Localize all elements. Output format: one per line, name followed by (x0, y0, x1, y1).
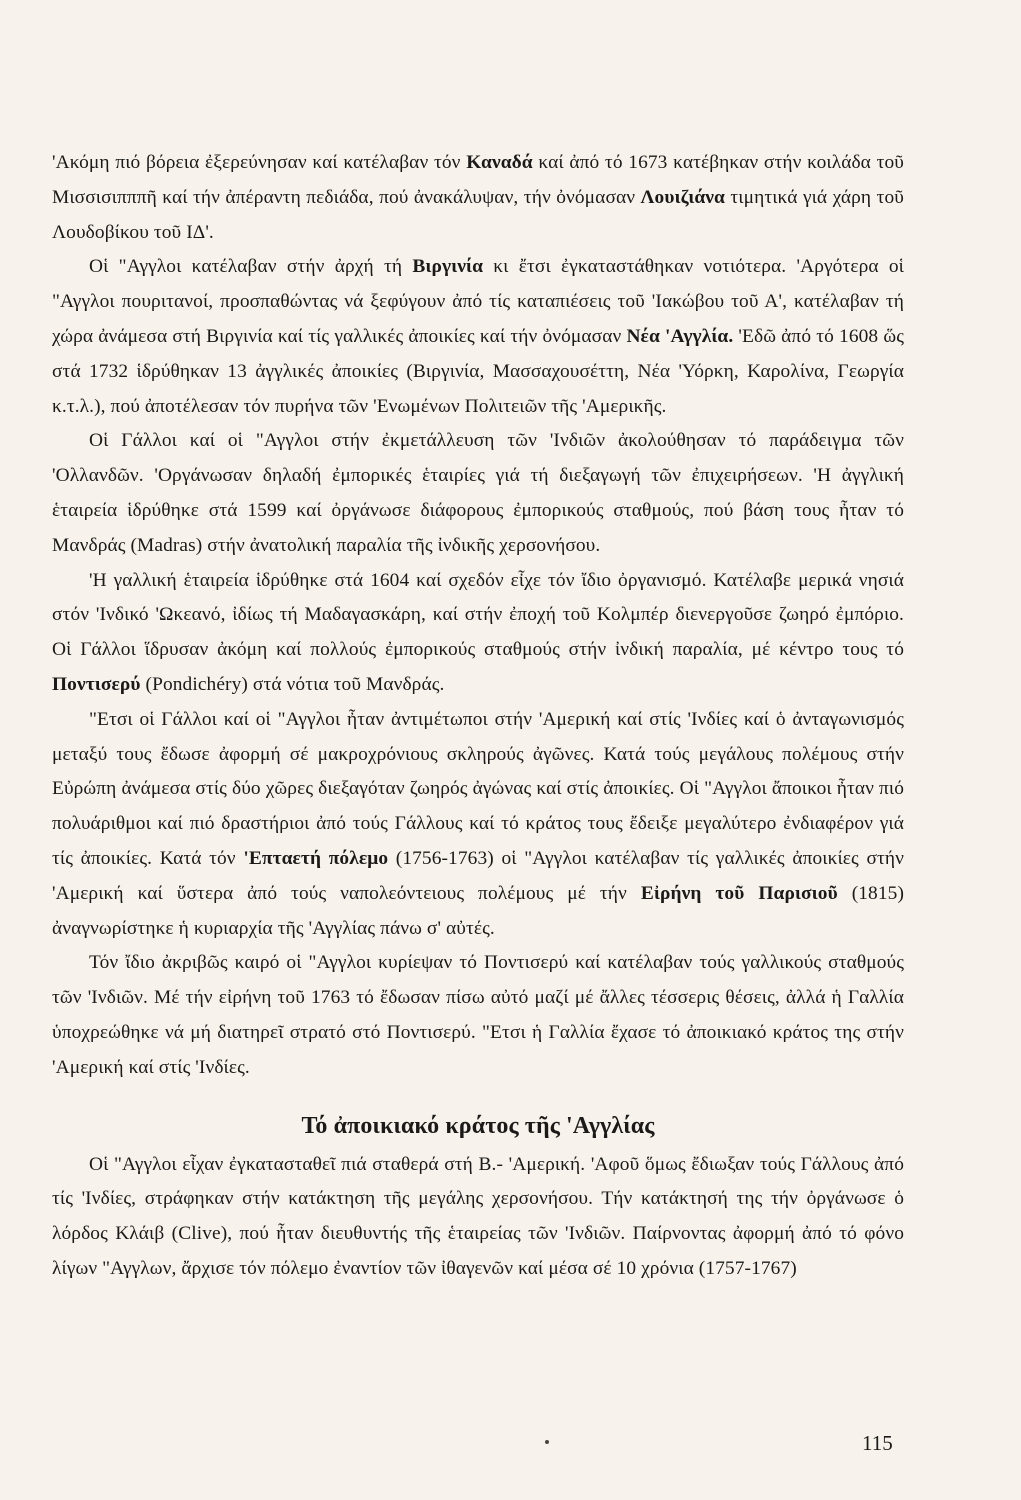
page-number: 115 (862, 1431, 893, 1455)
emphasis-new-england: Νέα 'Αγγλία. (626, 325, 734, 347)
emphasis-pondichery: Ποντισερύ (52, 673, 141, 695)
body-paragraphs (52, 146, 904, 1086)
paragraph-french-company: 'Η γαλλική ἑταιρεία ἱδρύθηκε στά 1604 καί σχεδόν εἶχε τόν ἴδιο ὀργανισμό. Κατέλαβε μερικά νησιά στόν 'Ινδικό 'Ωκεανό, ἰδίως τή Μαδαγασκάρη, καί στήν ἐποχή τοῦ Κολμπέρ διενεργοῦσε ζωηρό ἐμπόριο. Οἱ Γάλλοι ἵδρυσαν ἀκόμη καί πολλούς ἐμπορικούς σταθμούς στήν ἰνδική παραλία, μέ κέντρο τους τό Ποντισερύ (Pondichéry) στά νότια τοῦ Μανδράς. (52, 569, 904, 695)
paragraph-virginia: Οἱ "Αγγλοι κατέλαβαν στήν ἀρχή τή Βιργινία κι ἔτσι ἐγκαταστάθηκαν νοτιότερα. 'Αργότερα οἱ "Αγγλοι πουριτανοί, προσπαθώντας νά ξεφύγουν ἀπό τίς καταπιέσεις τοῦ 'Ιακώβου τοῦ Α', κατέλαβαν τή χώρα ἀνάμεσα στή Βιργινία καί τίς γαλλικές ἀποικίες καί τήν ὀνόμασαν Νέα 'Αγγλία. 'Εδῶ ἀπό τό 1608 ὥς στά 1732 ἱδρύθηκαν 13 ἀγγλικές ἀποικίες (Βιργινία, Μασσαχουσέττη, Νέα 'Υόρκη, Καρολίνα, Γεωργία κ.τ.λ.), πού ἀποτέλεσαν τόν πυρήνα τῶν 'Ενωμένων Πολιτειῶν τῆς 'Αμερικῆς. (52, 256, 904, 417)
section-paragraphs (52, 1148, 904, 1287)
section-heading: Τό ἀποικιακό κράτος τῆς 'Αγγλίας (301, 1112, 655, 1139)
emphasis-louisiana: Λουιζιάνα (640, 186, 725, 208)
print-dot (545, 1440, 549, 1444)
page-text (52, 146, 904, 1287)
paragraph-canada: 'Ακόμη πιό βόρεια ἐξερεύνησαν καί κατέλαβαν τόν Καναδά καί ἀπό τό 1673 κατέβηκαν στήν κοιλάδα τοῦ Μισσισιπππῆ καί τήν ἀπέραντη πεδιάδα, πού ἀνακάλυψαν, τήν ὀνόμασαν Λουιζιάνα τιμητικά γιά χάρη τοῦ Λουδοβίκου τοῦ ΙΔ'. (52, 152, 904, 243)
paragraph-companies: Οἱ Γάλλοι καί οἱ "Αγγλοι στήν ἐκμετάλλευση τῶν 'Ινδιῶν ἀκολούθησαν τό παράδειγμα τῶν 'Ολλανδῶν. 'Οργάνωσαν δηλαδή ἐμπορικές ἑταιρίες γιά τή διεξαγωγή τῶν ἐπιχειρήσεων. 'Η ἀγγλική ἑταιρεία ἱδρύθηκε στά 1599 καί ὀργάνωσε διάφορους ἐμπορικούς σταθμούς, πού βάση τους ἦταν τό Μανδράς (Madras) στήν ἀνατολική παραλία τῆς ἰνδικῆς χερσονήσου. (52, 430, 904, 556)
paragraph-loss-of-empire: Τόν ἴδιο ἀκριβῶς καιρό οἱ "Αγγλοι κυρίεψαν τό Ποντισερύ καί κατέλαβαν τούς γαλλικούς σταθμούς τῶν 'Ινδιῶν. Μέ τήν εἰρήνη τοῦ 1763 τό ἔδωσαν πίσω αὐτό μαζί μέ ἄλλες τέσσερις θέσεις, ἀλλά ἡ Γαλλία ὑποχρεώθηκε νά μή διατηρεῖ στρατό στό Ποντισερύ. "Ετσι ἡ Γαλλία ἔχασε τό ἀποικιακό κράτος της στήν 'Αμερική καί στίς 'Ινδίες. (52, 952, 904, 1078)
emphasis-canada: Καναδά (466, 152, 533, 173)
paragraph-rivalry: "Ετσι οἱ Γάλλοι καί οἱ "Αγγλοι ἦταν ἀντιμέτωποι στήν 'Αμερική καί στίς 'Ινδίες καί ὁ ἀνταγωνισμός μεταξύ τους ἔδωσε ἀφορμή σέ μακροχρόνιους σκληρούς ἀγῶνες. Κατά τούς μεγάλους πολέμους στήν Εὐρώπη ἀνάμεσα στίς δύο χῶρες διεξαγόταν ζωηρός ἀγώνας καί στίς ἀποικίες. Οἱ "Αγγλοι ἄποικοι ἦταν πιό πολυάριθμοι καί πιό δραστήριοι ἀπό τούς Γάλλους καί τό κράτος τους ἔδειξε μεγαλύτερο ἐνδιαφέρον γιά τίς ἀποικίες. Κατά τόν 'Επταετή πόλεμο (1756-1763) οἱ "Αγγλοι κατέλαβαν τίς γαλλικές ἀποικίες στήν 'Αμερική καί ὕστερα ἀπό τούς ναπολεόντειους πολέμους μέ τήν Εἰρήνη τοῦ Παρισιοῦ (1815) ἀναγνωρίστηκε ἡ κυριαρχία τῆς 'Αγγλίας πάνω σ' αὐτές. (52, 708, 905, 939)
paragraph-clive: Οἱ "Αγγλοι εἶχαν ἐγκατασταθεῖ πιά σταθερά στή Β.- 'Αμερική. 'Αφοῦ ὅμως ἔδιωξαν τούς Γάλλους ἀπό τίς 'Ινδίες, στράφηκαν στήν κατάκτηση τῆς μεγάλης χερσονήσου. Τήν κατάκτησή της τήν ὀργάνωσε ὁ λόρδος Κλάιβ (Clive), πού ἦταν διευθυντής τῆς ἑταιρείας τῶν 'Ινδιῶν. Παίρνοντας ἀφορμή ἀπό τό φόνο λίγων "Αγγλων, ἄρχισε τόν πόλεμο ἐναντίον τῶν ἰθαγενῶν καί μέσα σέ 10 χρόνια (1757-1767) (52, 1153, 904, 1279)
emphasis-peace-of-paris: Εἰρήνη τοῦ Παρισιοῦ (640, 882, 838, 904)
emphasis-virginia: Βιργινία (412, 256, 484, 278)
emphasis-seven-years-war: 'Επταετή πόλεμο (243, 847, 389, 869)
